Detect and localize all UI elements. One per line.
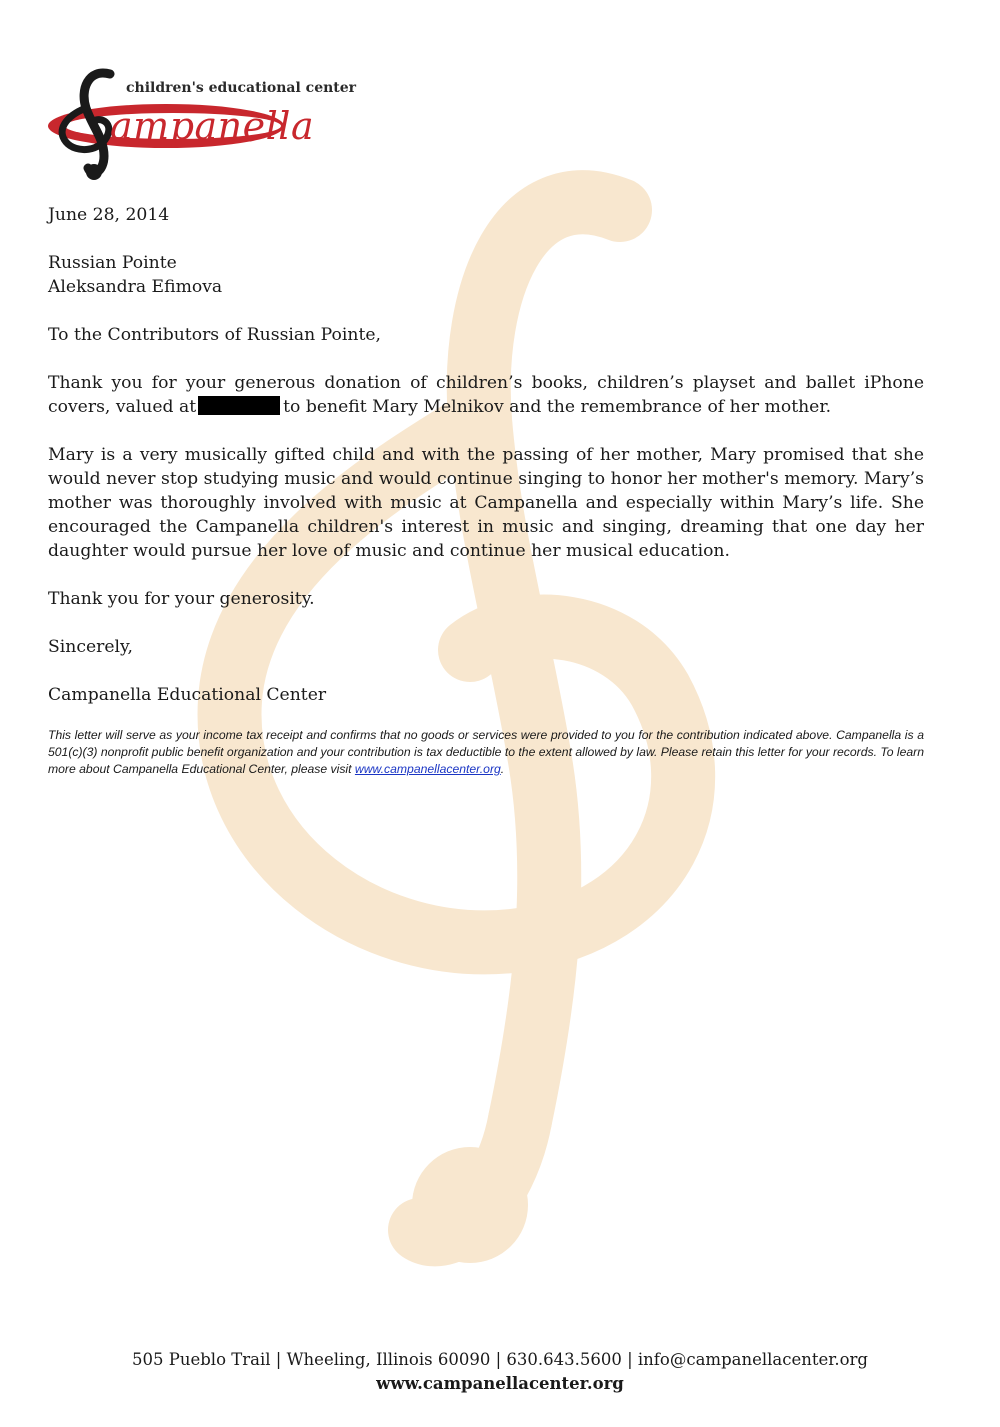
footer-website: www.campanellacenter.org	[376, 1374, 624, 1393]
recipient-org: Russian Pointe	[48, 253, 177, 273]
footer	[0, 1348, 1000, 1396]
signature: Campanella Educational Center	[48, 685, 327, 705]
paragraph-donation-start: Thank you for your generous donation of children’s books, children’s playset and ballet iPhone covers, valued at	[48, 373, 924, 417]
paragraph-donation-end: to benefit Mary Melnikov and the remembrance of her mother.	[283, 397, 832, 417]
logo-tagline: children's educational center	[126, 80, 357, 96]
letter-body	[48, 203, 924, 778]
letter-date: June 28, 2014	[48, 205, 170, 225]
recipient-name: Aleksandra Efimova	[48, 277, 223, 297]
logo-wordmark: ampanella	[110, 104, 315, 148]
tax-receipt-note	[48, 727, 924, 778]
tax-note-text: This letter will serve as your income tax receipt and confirms that no goods or services were provided to you for the contribution indicated above. Campanella is a 501(c)(3) nonprofit public benefit organization and your contribution is tax deductible to the extent allowed by law. Please retain this letter for your records. To learn more about Campanella Educational Center, please visit	[48, 728, 924, 776]
footer-address: 505 Pueblo Trail | Wheeling, Illinois 60090 | 630.643.5600 | info@campanellacenter.org	[132, 1350, 868, 1369]
tax-note-end: .	[500, 762, 505, 776]
campanella-logo	[48, 68, 357, 183]
website-link[interactable]: www.campanellacenter.org	[354, 762, 501, 776]
redacted-value	[198, 396, 280, 415]
paragraph-donation	[48, 371, 924, 419]
salutation: To the Contributors of Russian Pointe,	[48, 325, 381, 345]
closing: Sincerely,	[48, 637, 133, 657]
paragraph-mary: Mary is a very musically gifted child and with the passing of her mother, Mary promised that she would never stop studying music and would continue singing to honor her mother's memory. Mary’s mother was thoroughly involved with music at Campanella and especially within Mary’s life. She encouraged the Campanella children's interest in music and singing, dreaming that one day her daughter would pursue her love of music and continue her musical education.	[48, 445, 924, 561]
thanks-line: Thank you for your generosity.	[48, 589, 315, 609]
